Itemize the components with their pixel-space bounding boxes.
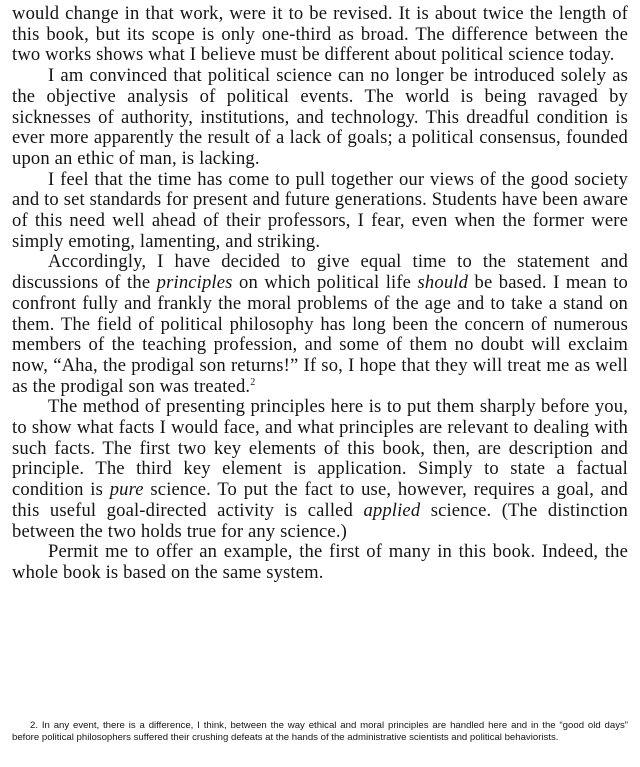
paragraph-5 [12, 397, 628, 542]
emphasis-text: pure [109, 479, 144, 501]
text-run: on which political life [232, 272, 418, 294]
paragraph-3 [12, 170, 628, 253]
text-run: I feel that the time has come to pull together our views of the good society and to set standards for present and future generations. Students have been aware of this need well ahead of their professors, I fear, even when the former were simply emoting, lamenting, and striking. [12, 168, 628, 252]
text-run: The method of presenting principles here is to put them sharply before you, to show what facts I would face, and what principles are relevant to dealing with such facts. The first two key elements of this book, then, are description and principle. The third key element is application. Simply to state a factual condition is [12, 396, 628, 501]
emphasis-text: applied [363, 499, 421, 521]
emphasis-text: principles [156, 272, 233, 294]
footnote-2: 2. In any event, there is a difference, I think, between the way ethical and moral principles are handled here and in the “good old days” before political philosophers suffered their crushing defeats at the hands of the administrative scientists and political behaviorists. [12, 720, 628, 744]
text-run: be based. I mean to confront fully and frankly the moral problems of the age and to take a stand on them. The field of political philosophy has long been the concern of numerous members of the teaching profession, and some of them no doubt will exclaim now, “Aha, the prodigal son returns!” If so, I hope that they will treat me as well as the prodigal son was treated. [12, 272, 628, 397]
text-run: Permit me to offer an example, the first of many in this book. Indeed, the whole book is based on the same system. [12, 541, 628, 583]
footnote-reference: 2 [250, 376, 256, 388]
text-run: Accordingly, I have decided to give equal time to the statement and discussions of the [12, 251, 628, 294]
page-body [12, 4, 628, 584]
emphasis-text: should [417, 272, 469, 294]
paragraph-6 [12, 542, 628, 583]
text-run: science. To put the fact to use, however, requires a goal, and this useful goal-directed activity is called [12, 479, 628, 521]
paragraph-1 [12, 4, 628, 66]
text-run: I am convinced that political science can no longer be introduced solely as the objective analysis of political events. The world is being ravaged by sicknesses of authority, institutions, and technology. This dreadful condition is ever more apparently the result of a lack of goals; a political consensus, founded upon an ethic of man, is lacking. [12, 65, 628, 169]
text-run: would change in that work, were it to be revised. It is about twice the length of this book, but its scope is only one-third as broad. The difference between the two works shows what I believe must be different about political science today. [12, 3, 628, 66]
paragraph-2 [12, 66, 628, 170]
text-run: science. (The distinction between the two holds true for any science.) [12, 499, 629, 542]
paragraph-4 [12, 252, 628, 397]
